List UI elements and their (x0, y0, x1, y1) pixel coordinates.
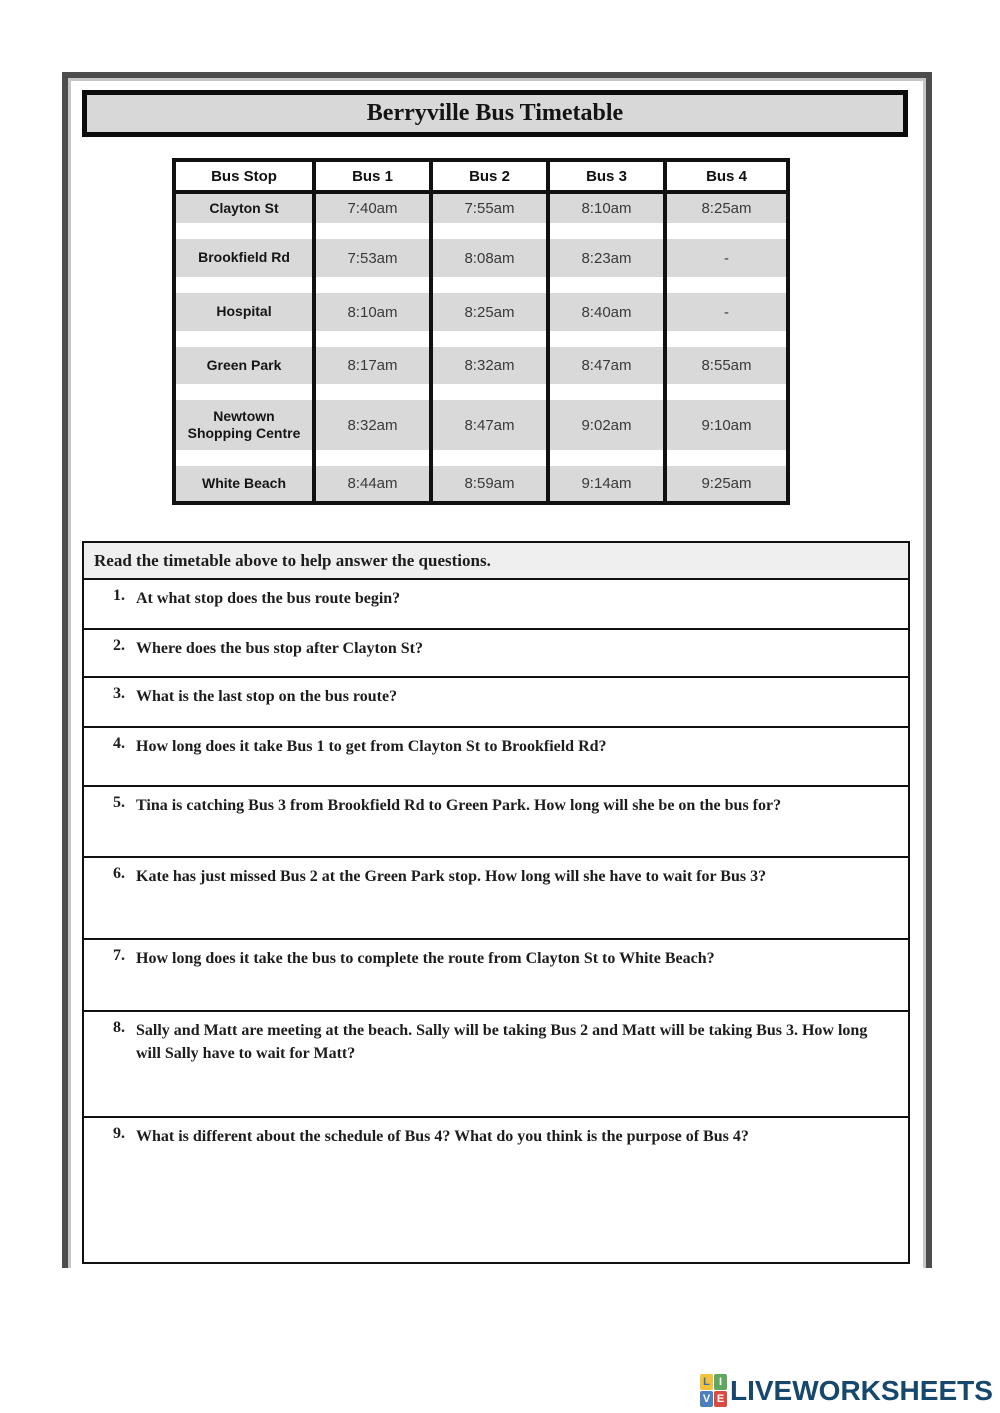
question-number: 7. (113, 947, 125, 964)
timetable-time-cell (550, 239, 667, 277)
timetable-spacer-cell (316, 450, 433, 466)
timetable-spacer-cell (316, 277, 433, 293)
timetable-time-cell (316, 347, 433, 384)
time-value: - (724, 303, 729, 321)
timetable-time-cell (550, 293, 667, 331)
question-number: 2. (113, 637, 125, 654)
question-text: At what stop does the bus route begin? (136, 590, 401, 607)
timetable-spacer-cell (667, 450, 786, 466)
time-value: - (724, 249, 729, 267)
timetable-spacer-cell (316, 331, 433, 347)
question-row-6[interactable] (84, 858, 908, 940)
timetable-spacer-cell (550, 331, 667, 347)
stop-name: White Beach (201, 474, 286, 491)
time-value: 8:47am (581, 357, 632, 374)
logo-square-l: L (700, 1374, 713, 1390)
timetable-spacer-cell (176, 331, 316, 347)
time-value: 8:59am (464, 475, 515, 492)
timetable-spacer-cell (316, 384, 433, 400)
timetable-spacer-row (176, 331, 786, 347)
stop-name: Hospital (216, 303, 272, 320)
timetable-spacer-cell (667, 223, 786, 239)
timetable-stop-row (176, 466, 786, 501)
time-value: 8:44am (347, 475, 398, 492)
timetable-time-cell (433, 466, 550, 501)
timetable-spacer-row (176, 384, 786, 400)
timetable-spacer-cell (433, 331, 550, 347)
timetable-spacer-row (176, 277, 786, 293)
time-value: 8:47am (464, 416, 515, 434)
time-value: 9:10am (701, 416, 752, 434)
questions-box (82, 541, 910, 1264)
question-number: 8. (113, 1019, 125, 1036)
question-row-3[interactable] (84, 678, 908, 728)
liveworksheets-wordmark: LIVEWORKSHEETS (730, 1374, 993, 1406)
stop-name: Clayton St (209, 199, 279, 216)
question-text: Tina is catching Bus 3 from Brookfield Rd to Green Park. How long will she be on the bus for? (136, 797, 782, 814)
timetable-time-cell (667, 239, 786, 277)
timetable-time-cell (667, 194, 786, 223)
logo-square-v: V (700, 1391, 713, 1407)
timetable-stop-cell (176, 347, 316, 384)
timetable-time-cell (667, 347, 786, 384)
timetable-spacer-cell (176, 384, 316, 400)
question-text: Sally and Matt are meeting at the beach. Sally will be taking Bus 2 and Matt will be taking Bus 3. How long will Sally have to wait for Matt? (136, 1022, 868, 1063)
questions-instruction: Read the timetable above to help answer the questions. (84, 543, 908, 580)
timetable-spacer-cell (550, 223, 667, 239)
timetable-spacer-cell (176, 450, 316, 466)
timetable-time-cell (433, 194, 550, 223)
timetable-stop-row (176, 347, 786, 384)
question-row-7[interactable] (84, 940, 908, 1012)
timetable-time-cell (316, 466, 433, 501)
timetable-stop-cell (176, 194, 316, 223)
timetable-header-cell: Bus 3 (550, 162, 667, 190)
timetable-spacer-cell (433, 384, 550, 400)
timetable-spacer-cell (316, 223, 433, 239)
timetable-spacer-cell (176, 277, 316, 293)
timetable-header-cell: Bus 1 (316, 162, 433, 190)
question-row-2[interactable] (84, 630, 908, 678)
logo-square-e: E (714, 1391, 727, 1407)
question-text: What is the last stop on the bus route? (136, 688, 398, 705)
timetable-time-cell (316, 239, 433, 277)
timetable-spacer-cell (667, 331, 786, 347)
timetable-time-cell (316, 400, 433, 450)
question-text: What is different about the schedule of Bus 4? What do you think is the purpose of Bus 4? (136, 1128, 749, 1145)
timetable-time-cell (667, 466, 786, 501)
timetable-stop-row (176, 194, 786, 223)
timetable-header-cell: Bus Stop (176, 162, 316, 190)
liveworksheets-logo (700, 1374, 993, 1407)
question-text: How long does it take Bus 1 to get from Clayton St to Brookfield Rd? (136, 738, 607, 755)
liveworksheets-logo-icon (700, 1374, 727, 1407)
timetable-spacer-cell (433, 223, 550, 239)
question-row-1[interactable] (84, 580, 908, 630)
timetable-time-cell (433, 347, 550, 384)
timetable-stop-row (176, 400, 786, 450)
timetable-header-cell: Bus 4 (667, 162, 786, 190)
timetable-spacer-cell (550, 277, 667, 293)
question-text: Where does the bus stop after Clayton St? (136, 640, 423, 657)
time-value: 7:55am (464, 200, 515, 217)
time-value: 8:10am (581, 200, 632, 217)
time-value: 7:40am (347, 200, 398, 217)
timetable-spacer-row (176, 450, 786, 466)
stop-name: Green Park (206, 356, 282, 373)
timetable-time-cell (550, 347, 667, 384)
time-value: 8:17am (347, 357, 398, 374)
timetable-stop-row (176, 239, 786, 277)
question-text: How long does it take the bus to complete the route from Clayton St to White Beach? (136, 950, 715, 967)
question-text: Kate has just missed Bus 2 at the Green Park stop. How long will she have to wait for Bus 3? (136, 868, 767, 885)
time-value: 8:32am (464, 357, 515, 374)
question-number: 1. (113, 587, 125, 604)
logo-square-i: I (714, 1374, 727, 1390)
stop-name: Newtown Shopping Centre (187, 407, 301, 441)
timetable-spacer-cell (667, 384, 786, 400)
bus-timetable (172, 158, 790, 505)
timetable-spacer-row (176, 223, 786, 239)
time-value: 8:08am (464, 249, 515, 267)
timetable-spacer-cell (176, 223, 316, 239)
timetable-header-cell: Bus 2 (433, 162, 550, 190)
time-value: 9:02am (581, 416, 632, 434)
time-value: 8:40am (581, 303, 632, 321)
question-row-9[interactable] (84, 1118, 908, 1262)
time-value: 7:53am (347, 249, 398, 267)
question-row-4[interactable] (84, 728, 908, 787)
timetable-stop-cell (176, 466, 316, 501)
timetable-header-row (176, 162, 786, 194)
timetable-time-cell (433, 293, 550, 331)
question-number: 3. (113, 685, 125, 702)
timetable-stop-row (176, 293, 786, 331)
time-value: 9:14am (581, 475, 632, 492)
timetable-spacer-cell (550, 384, 667, 400)
timetable-time-cell (550, 194, 667, 223)
time-value: 8:25am (464, 303, 515, 321)
timetable-time-cell (316, 293, 433, 331)
timetable-stop-cell (176, 400, 316, 450)
timetable-spacer-cell (667, 277, 786, 293)
timetable-spacer-cell (433, 277, 550, 293)
time-value: 9:25am (701, 475, 752, 492)
timetable-spacer-cell (433, 450, 550, 466)
time-value: 8:23am (581, 249, 632, 267)
question-row-8[interactable] (84, 1012, 908, 1118)
timetable-spacer-cell (550, 450, 667, 466)
timetable-time-cell (433, 239, 550, 277)
timetable-time-cell (667, 293, 786, 331)
time-value: 8:55am (701, 357, 752, 374)
stop-name: Brookfield Rd (198, 249, 290, 266)
timetable-time-cell (433, 400, 550, 450)
question-number: 9. (113, 1125, 125, 1142)
timetable-time-cell (316, 194, 433, 223)
page-title: Berryville Bus Timetable (82, 90, 908, 137)
timetable-stop-cell (176, 239, 316, 277)
question-row-5[interactable] (84, 787, 908, 858)
timetable-time-cell (550, 466, 667, 501)
question-number: 6. (113, 865, 125, 882)
time-value: 8:10am (347, 303, 398, 321)
timetable-stop-cell (176, 293, 316, 331)
question-number: 5. (113, 794, 125, 811)
timetable-time-cell (550, 400, 667, 450)
timetable-time-cell (667, 400, 786, 450)
question-number: 4. (113, 735, 125, 752)
time-value: 8:25am (701, 200, 752, 217)
time-value: 8:32am (347, 416, 398, 434)
